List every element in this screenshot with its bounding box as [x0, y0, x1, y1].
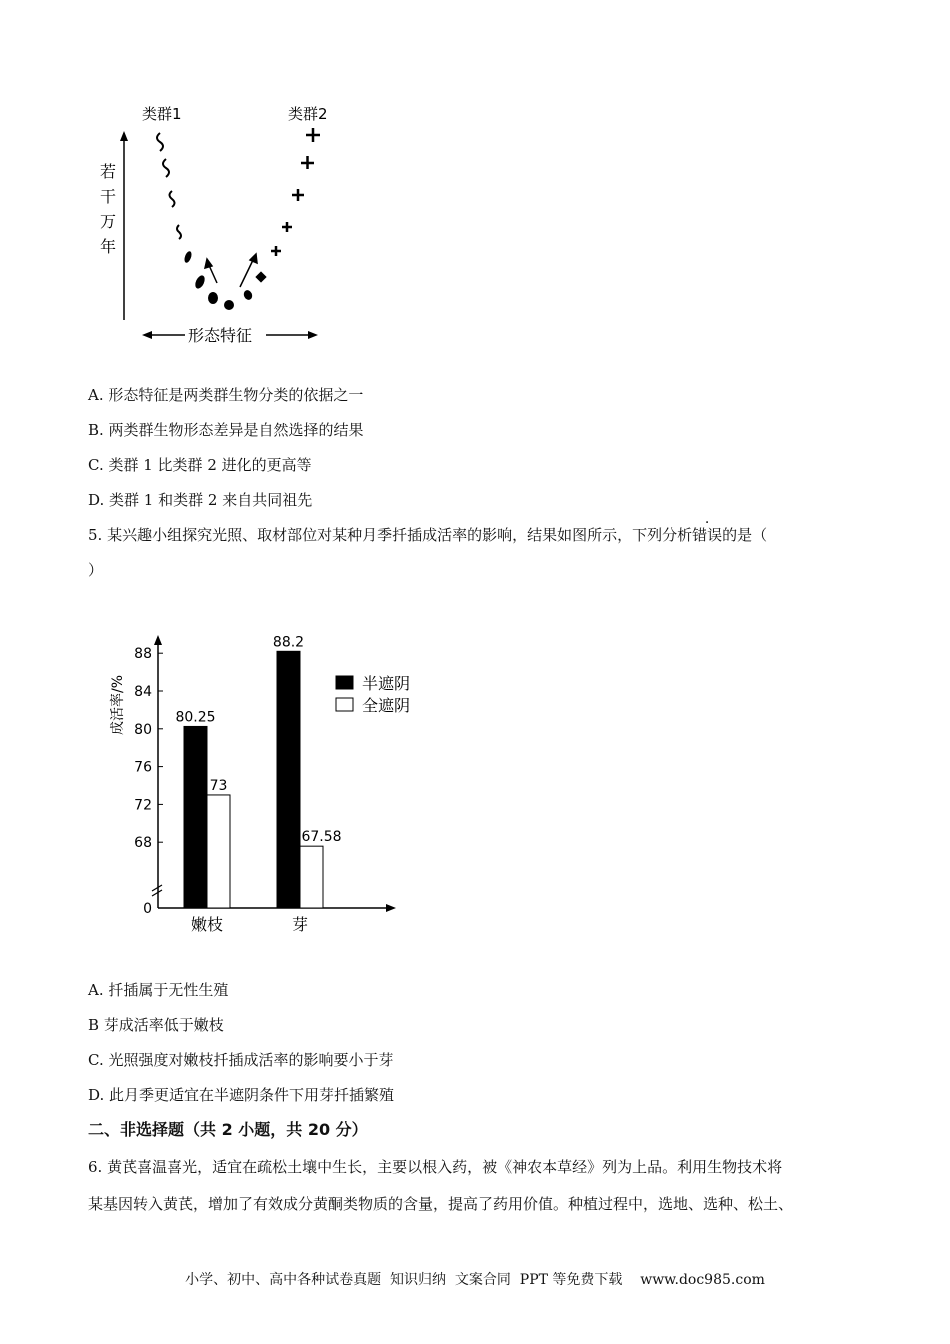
y-tick-label: 84	[134, 684, 152, 700]
y-label-char: 万	[100, 212, 117, 231]
squiggle-marker	[163, 159, 169, 177]
arrows	[205, 254, 257, 287]
cross-marker	[306, 128, 320, 142]
q4-option-d: D. 类群 1 和类群 2 来自共同祖先	[88, 491, 313, 509]
cross-marker	[292, 189, 304, 201]
q5-stem-line2: ）	[88, 561, 104, 579]
squiggle-marker	[157, 133, 163, 151]
q6-line-1: 6. 黄芪喜温喜光，适宜在疏松土壤中生长，主要以根入药，被《神农本草经》列为上品。利用生物技术将	[88, 1158, 783, 1176]
squiggle-marker	[177, 225, 181, 239]
bar-value-label: 88.2	[272, 634, 305, 651]
group1-label: 类群1	[142, 105, 182, 123]
legend-label: 半遮阴	[362, 674, 411, 693]
y-tick-label: 72	[134, 797, 152, 814]
q4-option-a: A. 形态特征是两类群生物分类的依据之一	[88, 386, 364, 404]
blob-marker	[208, 292, 218, 304]
y-label-char: 若	[100, 162, 117, 181]
q5-option-d: D. 此月季更适宜在半遮阴条件下用芽扦插繁殖	[88, 1086, 395, 1104]
q5-option-c: C. 光照强度对嫩枝扦插成活率的影响要小于芽	[88, 1051, 394, 1069]
bar-value-label: 80.25	[175, 709, 216, 726]
category-label: 芽	[291, 915, 309, 934]
group1-markers	[157, 133, 181, 239]
cross-marker	[282, 222, 292, 232]
q4-option-c: C. 类群 1 比类群 2 进化的更高等	[88, 456, 312, 474]
blob-marker	[193, 274, 206, 290]
x-label: 形态特征	[188, 326, 253, 345]
diamond-marker	[255, 271, 266, 282]
bar-value-label: 67.58	[301, 829, 342, 846]
footer-text: 小学、初中、高中各种试卷真题 知识归纳 文案合同 PPT 等免费下载 www.doc985.com	[185, 1272, 765, 1288]
y-label-char: 干	[100, 187, 117, 206]
bar	[184, 726, 207, 908]
y-tick-label: 80	[134, 721, 152, 738]
y-label-char: 年	[100, 237, 117, 256]
bar	[207, 795, 230, 908]
group2-markers	[271, 128, 320, 256]
bar	[277, 651, 300, 908]
legend-label: 全遮阴	[362, 696, 411, 715]
y-tick-label: 68	[134, 835, 152, 852]
squiggle-marker	[170, 191, 175, 207]
y-axis-arrow	[154, 635, 162, 645]
x-axis-arrow	[386, 904, 396, 912]
q5-stem-emphasis: 错误	[692, 526, 723, 544]
section-title: 二、非选择题（共 2 小题，共 20 分）	[88, 1120, 368, 1139]
q4-option-b: B. 两类群生物形态差异是自然选择的结果	[88, 421, 364, 439]
q5-stem-tail: 的是（	[722, 526, 768, 544]
q5-stem	[88, 525, 767, 545]
q5-option-a: A. 扦插属于无性生殖	[88, 981, 229, 999]
cross-marker	[301, 156, 314, 169]
legend-swatch	[336, 698, 353, 711]
blob-marker	[183, 250, 193, 263]
y-tick-label: 88	[134, 646, 152, 663]
survival-rate-chart	[100, 625, 430, 935]
y-tick-label: 76	[134, 759, 152, 776]
q5-option-b: B 芽成活率低于嫩枝	[88, 1016, 224, 1034]
cross-marker	[271, 246, 281, 256]
category-label: 嫩枝	[190, 915, 224, 934]
q6-line-2: 某基因转入黄芪，增加了有效成分黄酮类物质的含量，提高了药用价值。种植过程中，选地、选种、松土、	[88, 1195, 794, 1213]
axis-break-mark	[152, 890, 162, 896]
blob-marker	[242, 289, 253, 301]
axis-break-mark	[152, 885, 162, 891]
blob-marker	[224, 300, 234, 310]
legend-swatch	[336, 676, 353, 689]
q5-stem-text: 5. 某兴趣小组探究光照、取材部位对某种月季扦插成活率的影响，结果如图所示，下列分析	[88, 526, 693, 544]
y-axis-arrow	[120, 131, 128, 141]
evolution-figure	[90, 95, 350, 355]
y-axis-label: 成活率/%	[110, 674, 126, 736]
group2-label: 类群2	[288, 105, 328, 123]
y-tick-label: 0	[143, 901, 152, 917]
bar-value-label: 73	[209, 777, 228, 794]
bar	[300, 846, 323, 908]
